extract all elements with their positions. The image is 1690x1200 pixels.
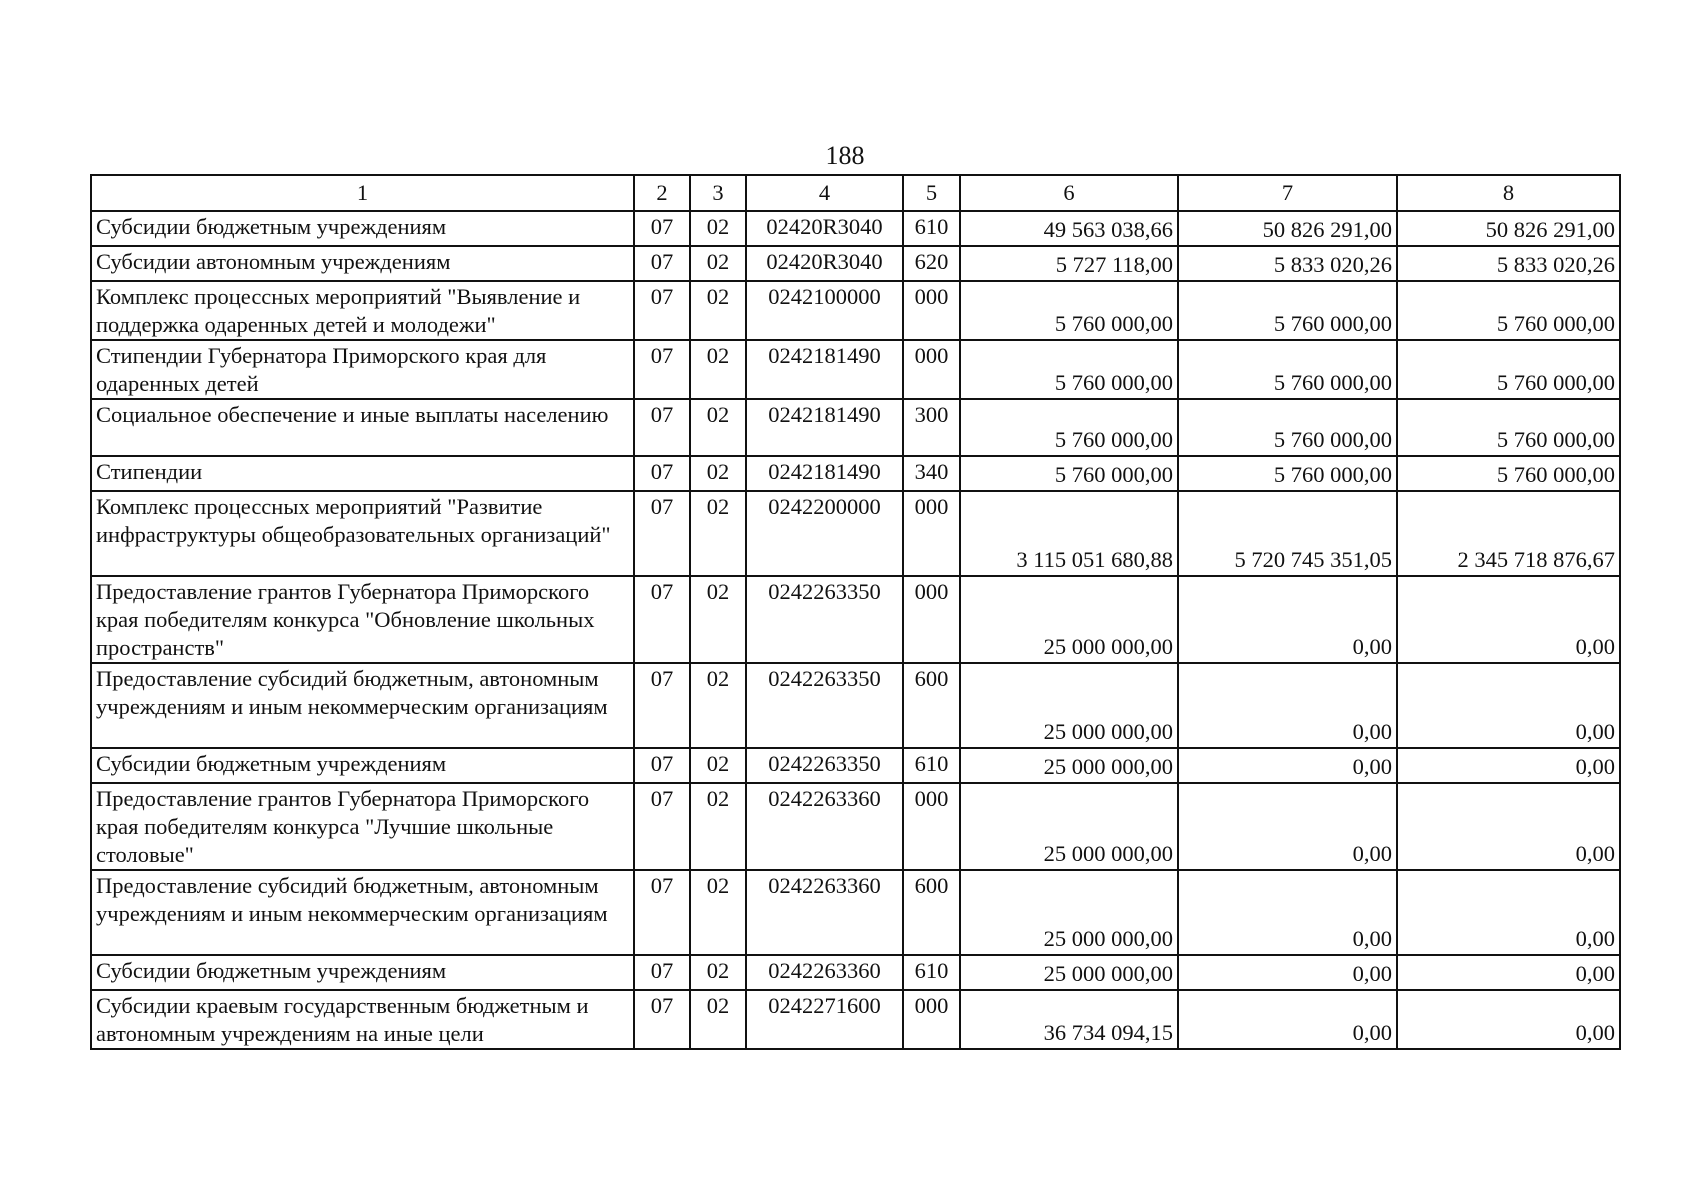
amount-col-7: 0,00	[1178, 955, 1397, 990]
amount-col-6: 5 760 000,00	[960, 281, 1178, 340]
subsection-code: 02	[690, 955, 746, 990]
amount-col-7: 0,00	[1178, 783, 1397, 870]
table-row	[91, 870, 1620, 955]
amount-col-8: 0,00	[1397, 870, 1620, 955]
row-name: Предоставление субсидий бюджетным, автономным учреждениям и иным некоммерческим организациям	[91, 663, 634, 748]
column-header: 8	[1397, 175, 1620, 211]
row-name: Предоставление грантов Губернатора Приморского края победителям конкурса "Обновление школьных пространств"	[91, 576, 634, 663]
target-article-code: 0242263350	[746, 663, 903, 748]
amount-col-6: 25 000 000,00	[960, 748, 1178, 783]
expense-type-code: 000	[903, 281, 960, 340]
target-article-code: 0242263360	[746, 783, 903, 870]
amount-col-7: 5 760 000,00	[1178, 399, 1397, 456]
section-code: 07	[634, 399, 690, 456]
subsection-code: 02	[690, 281, 746, 340]
amount-col-6: 5 760 000,00	[960, 456, 1178, 491]
column-header: 4	[746, 175, 903, 211]
table-row	[91, 783, 1620, 870]
amount-col-7: 0,00	[1178, 870, 1397, 955]
subsection-code: 02	[690, 456, 746, 491]
row-name: Стипендии	[91, 456, 634, 491]
expense-type-code: 610	[903, 748, 960, 783]
subsection-code: 02	[690, 211, 746, 246]
subsection-code: 02	[690, 663, 746, 748]
subsection-code: 02	[690, 340, 746, 399]
row-name: Предоставление грантов Губернатора Приморского края победителям конкурса "Лучшие школьные столовые"	[91, 783, 634, 870]
section-code: 07	[634, 748, 690, 783]
target-article-code: 0242181490	[746, 399, 903, 456]
column-header: 3	[690, 175, 746, 211]
section-code: 07	[634, 576, 690, 663]
section-code: 07	[634, 491, 690, 576]
table-row	[91, 576, 1620, 663]
amount-col-6: 25 000 000,00	[960, 576, 1178, 663]
column-header: 1	[91, 175, 634, 211]
amount-col-8: 5 760 000,00	[1397, 281, 1620, 340]
amount-col-6: 5 760 000,00	[960, 399, 1178, 456]
amount-col-8: 0,00	[1397, 576, 1620, 663]
expense-type-code: 610	[903, 955, 960, 990]
amount-col-7: 5 760 000,00	[1178, 456, 1397, 491]
target-article-code: 0242263350	[746, 576, 903, 663]
amount-col-7: 5 760 000,00	[1178, 281, 1397, 340]
amount-col-8: 0,00	[1397, 955, 1620, 990]
table-row	[91, 246, 1620, 281]
target-article-code: 0242100000	[746, 281, 903, 340]
amount-col-7: 0,00	[1178, 663, 1397, 748]
amount-col-7: 5 833 020,26	[1178, 246, 1397, 281]
column-header: 6	[960, 175, 1178, 211]
amount-col-6: 5 760 000,00	[960, 340, 1178, 399]
page-number: 188	[825, 141, 865, 170]
subsection-code: 02	[690, 246, 746, 281]
expense-type-code: 000	[903, 340, 960, 399]
section-code: 07	[634, 783, 690, 870]
expense-type-code: 000	[903, 576, 960, 663]
amount-col-8: 5 760 000,00	[1397, 399, 1620, 456]
amount-col-7: 50 826 291,00	[1178, 211, 1397, 246]
row-name: Субсидии бюджетным учреждениям	[91, 211, 634, 246]
table-header-row	[91, 175, 1620, 211]
expense-type-code: 340	[903, 456, 960, 491]
table-row	[91, 663, 1620, 748]
expense-type-code: 600	[903, 870, 960, 955]
subsection-code: 02	[690, 748, 746, 783]
section-code: 07	[634, 211, 690, 246]
table-row	[91, 399, 1620, 456]
column-header: 7	[1178, 175, 1397, 211]
target-article-code: 0242271600	[746, 990, 903, 1049]
amount-col-7: 5 720 745 351,05	[1178, 491, 1397, 576]
target-article-code: 0242181490	[746, 456, 903, 491]
table-row	[91, 211, 1620, 246]
target-article-code: 0242200000	[746, 491, 903, 576]
table-row	[91, 281, 1620, 340]
amount-col-6: 49 563 038,66	[960, 211, 1178, 246]
subsection-code: 02	[690, 491, 746, 576]
row-name: Субсидии бюджетным учреждениям	[91, 955, 634, 990]
expense-type-code: 000	[903, 990, 960, 1049]
amount-col-6: 36 734 094,15	[960, 990, 1178, 1049]
amount-col-7: 5 760 000,00	[1178, 340, 1397, 399]
table-row	[91, 491, 1620, 576]
subsection-code: 02	[690, 399, 746, 456]
table-row	[91, 748, 1620, 783]
section-code: 07	[634, 281, 690, 340]
table-row	[91, 955, 1620, 990]
target-article-code: 0242263350	[746, 748, 903, 783]
target-article-code: 0242263360	[746, 870, 903, 955]
expense-type-code: 300	[903, 399, 960, 456]
amount-col-8: 5 760 000,00	[1397, 456, 1620, 491]
expense-type-code: 000	[903, 783, 960, 870]
amount-col-8: 2 345 718 876,67	[1397, 491, 1620, 576]
section-code: 07	[634, 340, 690, 399]
budget-table	[90, 174, 1621, 1050]
amount-col-8: 0,00	[1397, 663, 1620, 748]
row-name: Комплекс процессных мероприятий "Развитие инфраструктуры общеобразовательных организаций"	[91, 491, 634, 576]
amount-col-7: 0,00	[1178, 748, 1397, 783]
column-header: 5	[903, 175, 960, 211]
amount-col-6: 25 000 000,00	[960, 870, 1178, 955]
section-code: 07	[634, 663, 690, 748]
section-code: 07	[634, 870, 690, 955]
column-header: 2	[634, 175, 690, 211]
amount-col-7: 0,00	[1178, 576, 1397, 663]
expense-type-code: 620	[903, 246, 960, 281]
row-name: Стипендии Губернатора Приморского края для одаренных детей	[91, 340, 634, 399]
expense-type-code: 000	[903, 491, 960, 576]
table-row	[91, 340, 1620, 399]
amount-col-8: 5 833 020,26	[1397, 246, 1620, 281]
subsection-code: 02	[690, 870, 746, 955]
section-code: 07	[634, 456, 690, 491]
row-name: Предоставление субсидий бюджетным, автономным учреждениям и иным некоммерческим организациям	[91, 870, 634, 955]
amount-col-6: 25 000 000,00	[960, 783, 1178, 870]
row-name: Субсидии автономным учреждениям	[91, 246, 634, 281]
amount-col-8: 50 826 291,00	[1397, 211, 1620, 246]
amount-col-8: 0,00	[1397, 990, 1620, 1049]
amount-col-6: 25 000 000,00	[960, 663, 1178, 748]
target-article-code: 02420R3040	[746, 211, 903, 246]
row-name: Субсидии бюджетным учреждениям	[91, 748, 634, 783]
table-row	[91, 990, 1620, 1049]
target-article-code: 02420R3040	[746, 246, 903, 281]
amount-col-8: 5 760 000,00	[1397, 340, 1620, 399]
amount-col-6: 25 000 000,00	[960, 955, 1178, 990]
amount-col-8: 0,00	[1397, 748, 1620, 783]
target-article-code: 0242263360	[746, 955, 903, 990]
section-code: 07	[634, 990, 690, 1049]
expense-type-code: 600	[903, 663, 960, 748]
subsection-code: 02	[690, 576, 746, 663]
amount-col-6: 3 115 051 680,88	[960, 491, 1178, 576]
section-code: 07	[634, 246, 690, 281]
row-name: Социальное обеспечение и иные выплаты населению	[91, 399, 634, 456]
target-article-code: 0242181490	[746, 340, 903, 399]
amount-col-6: 5 727 118,00	[960, 246, 1178, 281]
amount-col-8: 0,00	[1397, 783, 1620, 870]
subsection-code: 02	[690, 990, 746, 1049]
section-code: 07	[634, 955, 690, 990]
row-name: Комплекс процессных мероприятий "Выявление и поддержка одаренных детей и молодежи"	[91, 281, 634, 340]
row-name: Субсидии краевым государственным бюджетным и автономным учреждениям на иные цели	[91, 990, 634, 1049]
expense-type-code: 610	[903, 211, 960, 246]
amount-col-7: 0,00	[1178, 990, 1397, 1049]
table-row	[91, 456, 1620, 491]
subsection-code: 02	[690, 783, 746, 870]
